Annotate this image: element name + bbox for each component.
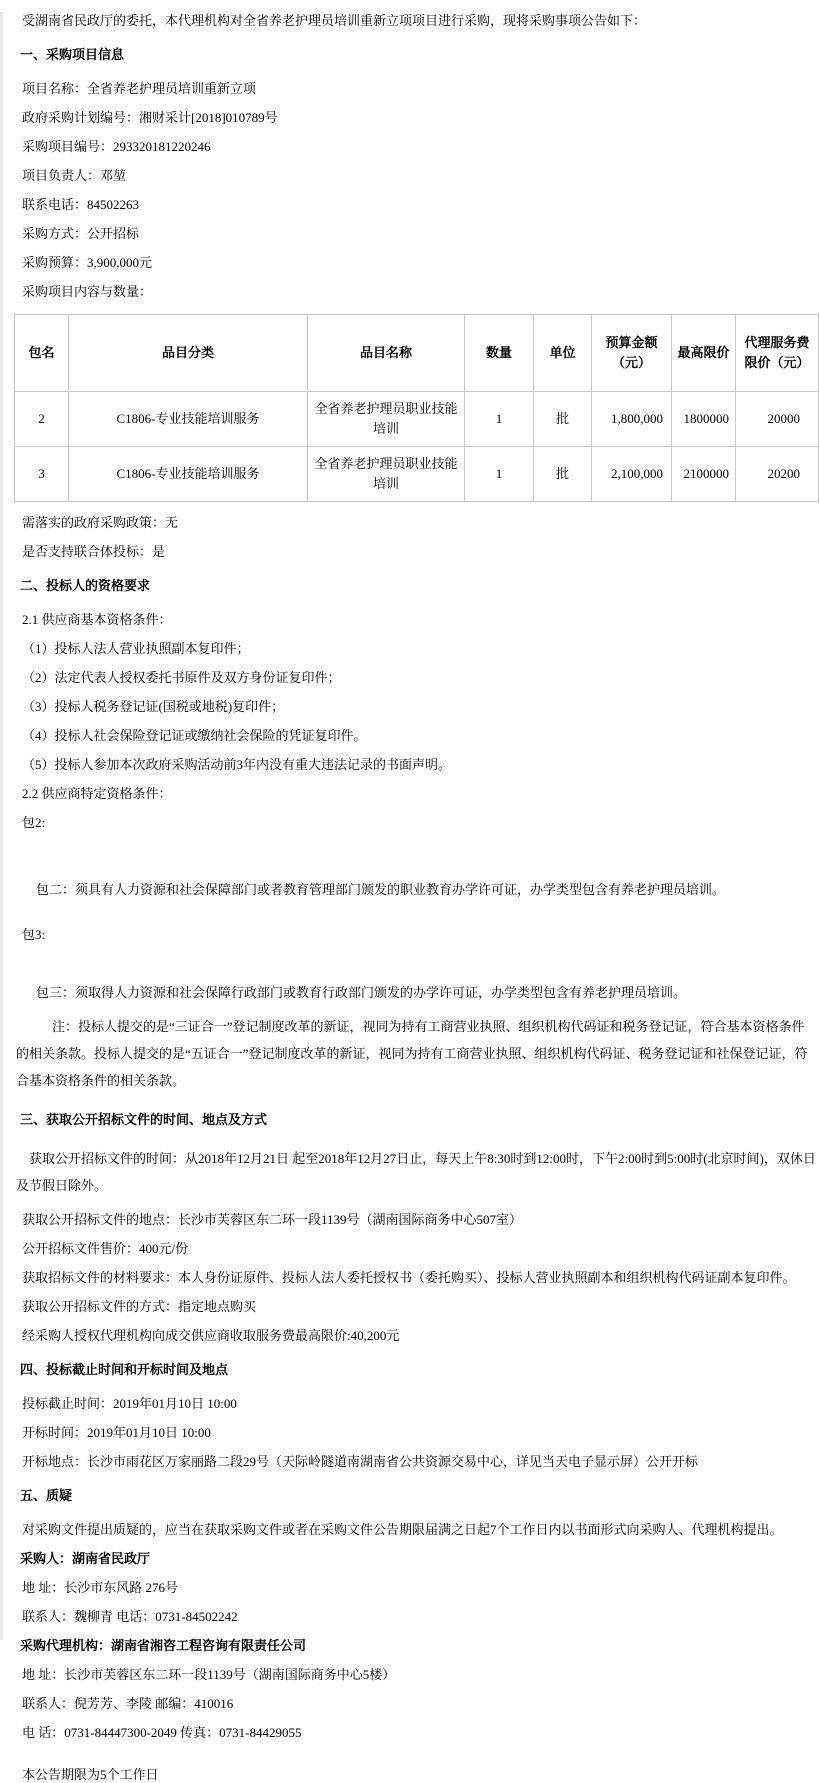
- intro-and-project-info: [0, 12, 820, 300]
- table-header-cell: 品目名称: [308, 315, 465, 392]
- table-body: [15, 392, 819, 502]
- paragraph: 采购代理机构：湖南省湘咨工程咨询有限责任公司: [20, 1638, 307, 1653]
- table-header-cell: 单位: [534, 315, 592, 392]
- paragraph: 投标截止时间：2019年01月10日 10:00: [22, 1396, 237, 1411]
- paragraph: 获取招标文件的材料要求：本人身份证原件、投标人法人委托授权书（委托购买）、投标人营业执照副本和组织机构代码证副本复印件。: [22, 1270, 796, 1285]
- paragraph: （5）投标人参加本次政府采购活动前3年内没有重大违法记录的书面声明。: [22, 757, 452, 772]
- paragraph: 采购项目编号：293320181220246: [22, 139, 211, 154]
- table-cell-max-price: 1800000: [672, 392, 736, 447]
- paragraph: 三、获取公开招标文件的时间、地点及方式: [20, 1112, 268, 1127]
- paragraph: 开标时间：2019年01月10日 10:00: [22, 1425, 211, 1440]
- announcement-page: [0, 12, 820, 1782]
- table-header-cell: 包名: [15, 315, 69, 392]
- requirements-and-details: [0, 514, 820, 1783]
- table-cell-agency-fee: 20200: [736, 447, 819, 502]
- table-header-cell: 最高限价: [672, 315, 736, 392]
- paragraph: 地 址：长沙市芙蓉区东二环一段1139号（湖南国际商务中心5楼）: [22, 1667, 396, 1682]
- paragraph: 采购人：湖南省民政厅: [20, 1551, 151, 1566]
- table-cell-item-name: 全省养老护理员职业技能培训: [308, 392, 465, 447]
- paragraph: 本公告期限为5个工作日: [22, 1767, 159, 1782]
- paragraph: 五、质疑: [20, 1488, 73, 1503]
- paragraph: （3）投标人税务登记证(国税或地税)复印件；: [22, 699, 285, 714]
- table-cell-package: 2: [15, 392, 69, 447]
- table-cell-budget: 2,100,000: [592, 447, 672, 502]
- paragraph: 包三：须取得人力资源和社会保障行政部门或教育行政部门颁发的办学许可证，办学类型包含有养老护理员培训。: [36, 985, 687, 1000]
- paragraph: 联系电话：84502263: [22, 197, 140, 212]
- paragraph: （1）投标人法人营业执照副本复印件；: [22, 641, 250, 656]
- paragraph: 经采购人授权代理机构向成交供应商收取服务费最高限价:40,200元: [22, 1328, 400, 1343]
- paragraph: 联系人：魏柳青 电话：0731-84502242: [22, 1609, 238, 1624]
- table-header-cell: 数量: [465, 315, 534, 392]
- paragraph: 项目名称：全省养老护理员培训重新立项: [22, 81, 257, 96]
- paragraph: 项目负责人：邓堃: [22, 168, 127, 183]
- announcement-document: [0, 12, 820, 1783]
- table-header-cell: 代理服务费限价（元）: [736, 315, 819, 392]
- paragraph: 注：投标人提交的是“三证合一”登记制度改革的新证，视同为持有工商营业执照、组织机构代码证和税务登记证，符合基本资格条件的相关条款。投标人提交的是“五证合一”登记制度改革的新证，视同为持有工商营业执照、组织机构代码证、税务登记证和社保登记证，符合基本资格条件的相关条款。: [16, 1019, 808, 1088]
- table-cell-max-price: 2100000: [672, 447, 736, 502]
- paragraph: 政府采购计划编号：湘财采计[2018]010789号: [22, 110, 278, 125]
- paragraph: 获取公开招标文件的方式：指定地点购买: [22, 1299, 257, 1314]
- table-cell-package: 3: [15, 447, 69, 502]
- paragraph: 受湖南省民政厅的委托，本代理机构对全省养老护理员培训重新立项项目进行采购，现将采购事项公告如下：: [22, 13, 647, 28]
- paragraph: 2.2 供应商特定资格条件：: [22, 786, 172, 801]
- table-cell-agency-fee: 20000: [736, 392, 819, 447]
- paragraph: 包3:: [22, 927, 46, 942]
- paragraph: 一、采购项目信息: [20, 47, 125, 62]
- table-cell-unit: 批: [534, 447, 592, 502]
- table-header-cell: 品目分类: [69, 315, 308, 392]
- paragraph: （2）法定代表人授权委托书原件及双方身份证复印件；: [22, 670, 341, 685]
- paragraph: 获取公开招标文件的时间：从2018年12月21日 起至2018年12月27日止，每天上午8:30时到12:00时，下午2:00时到5:00时(北京时间)，双休日及节假日除外。: [16, 1151, 816, 1193]
- paragraph: 开标地点：长沙市雨花区万家丽路二段29号（天际岭隧道南湖南省公共资源交易中心，详见当天电子显示屏）公开开标: [22, 1454, 699, 1469]
- paragraph: 电 话：0731-84447300-2049 传真：0731-84429055: [22, 1725, 302, 1740]
- table-cell-unit: 批: [534, 392, 592, 447]
- paragraph: 获取公开招标文件的地点：长沙市芙蓉区东二环一段1139号（湖南国际商务中心507室）: [22, 1212, 523, 1227]
- table-cell-quantity: 1: [465, 392, 534, 447]
- table-row: [15, 447, 819, 502]
- procurement-items-table: [14, 314, 819, 502]
- paragraph: 地 址：长沙市东风路 276号: [22, 1580, 179, 1595]
- table-cell-quantity: 1: [465, 447, 534, 502]
- paragraph: 需落实的政府采购政策：无: [22, 515, 179, 530]
- table-cell-category: C1806-专业技能培训服务: [69, 447, 308, 502]
- table-header-row: [15, 315, 819, 392]
- paragraph: 采购方式：公开招标: [22, 226, 140, 241]
- paragraph: 采购项目内容与数量：: [22, 284, 153, 299]
- paragraph: 2.1 供应商基本资格条件：: [22, 612, 172, 627]
- table-cell-category: C1806-专业技能培训服务: [69, 392, 308, 447]
- paragraph: 是否支持联合体投标：是: [22, 544, 166, 559]
- paragraph: 包二：须具有人力资源和社会保障部门或者教育管理部门颁发的职业教育办学许可证，办学类型包含有养老护理员培训。: [36, 882, 726, 897]
- paragraph: 公开招标文件售价：400元/份: [22, 1241, 189, 1256]
- table-cell-item-name: 全省养老护理员职业技能培训: [308, 447, 465, 502]
- page-edge-strip: [0, 12, 3, 1640]
- paragraph: 包2:: [22, 815, 46, 830]
- table-header-cell: 预算金额（元）: [592, 315, 672, 392]
- table-cell-budget: 1,800,000: [592, 392, 672, 447]
- table-row: [15, 392, 819, 447]
- paragraph: 采购预算：3,900,000元: [22, 255, 153, 270]
- paragraph: 联系人：倪芳芳、李陵 邮编：410016: [22, 1696, 234, 1711]
- paragraph: 四、投标截止时间和开标时间及地点: [20, 1362, 229, 1377]
- paragraph: （4）投标人社会保险登记证或缴纳社会保险的凭证复印件。: [22, 728, 367, 743]
- paragraph: 二、投标人的资格要求: [20, 578, 151, 593]
- paragraph: 对采购文件提出质疑的，应当在获取采购文件或者在采购文件公告期限届满之日起7个工作日内以书面形式向采购人、代理机构提出。: [22, 1522, 783, 1537]
